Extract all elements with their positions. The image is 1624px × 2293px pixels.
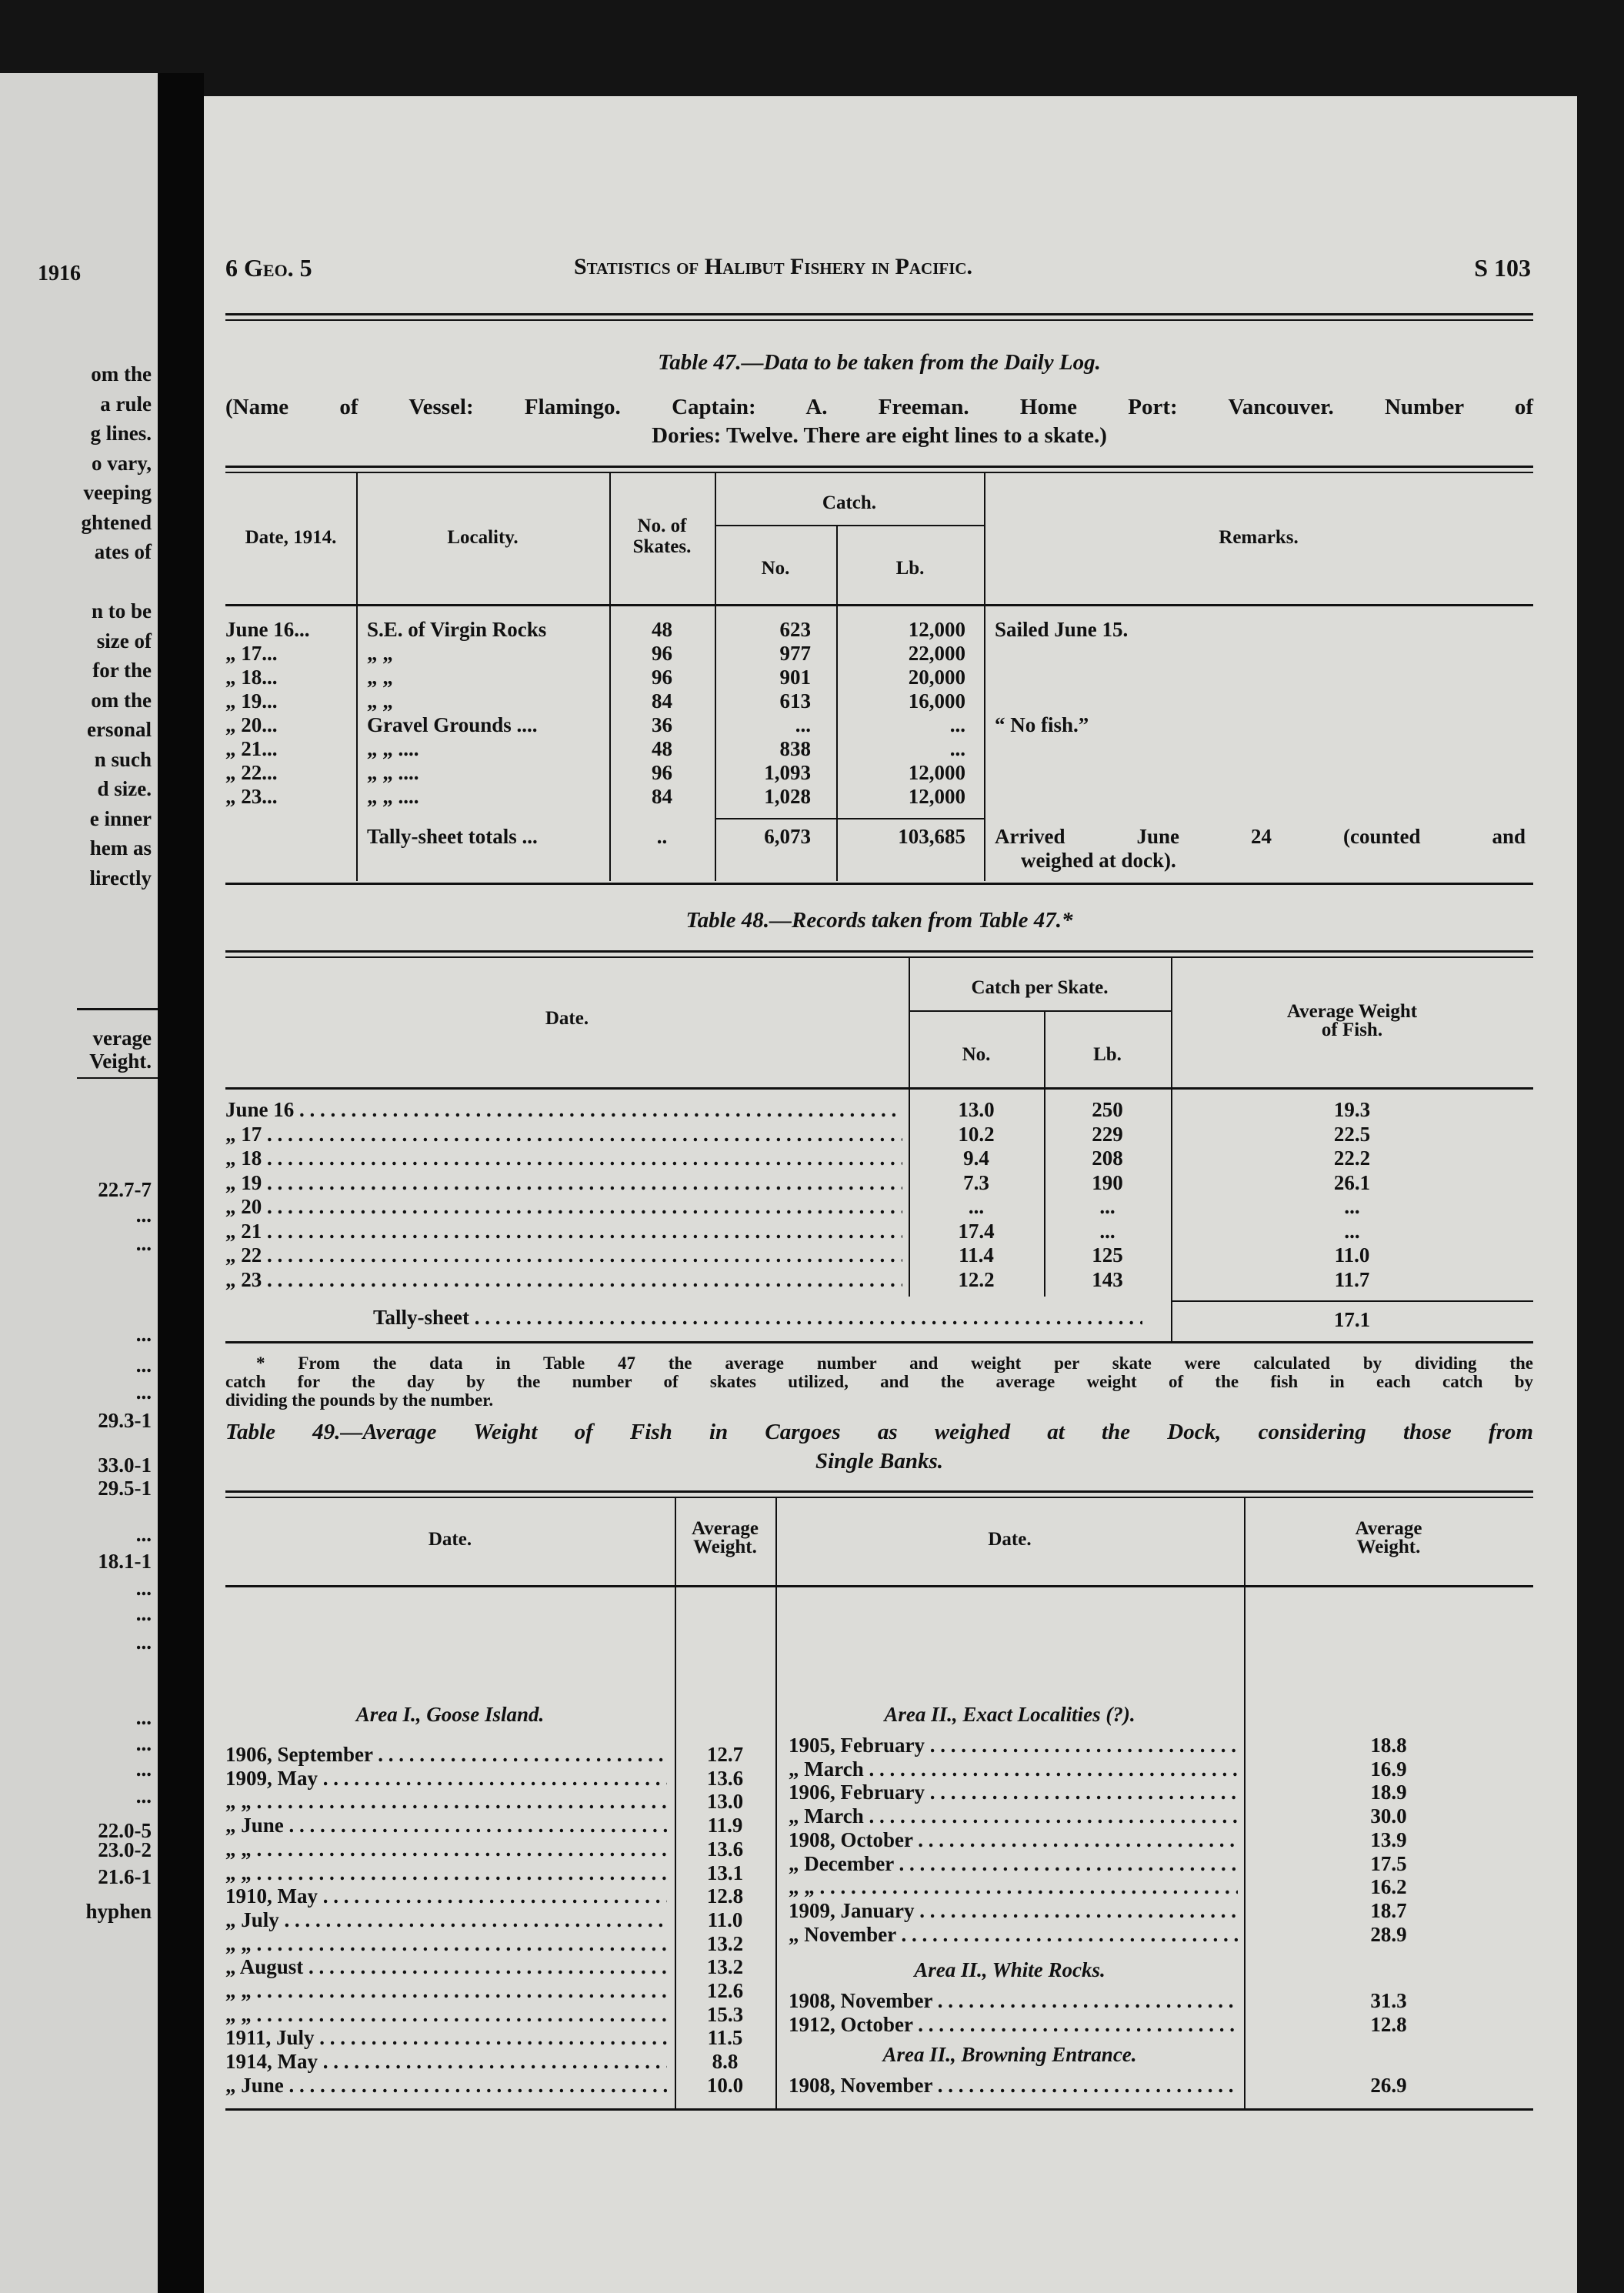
- t47-row-skates: 48: [652, 737, 672, 760]
- t47-row-date: „ 18...: [225, 666, 278, 689]
- t49-row-avg: 26.9: [1370, 2074, 1407, 2097]
- prev-fragment: g lines.: [90, 422, 152, 445]
- t49-row-avg: 11.9: [707, 1814, 743, 1837]
- t49-row-date-text: „ March: [789, 1804, 864, 1828]
- t49-row-date-text: 1905, February: [789, 1734, 925, 1757]
- prev-value: 21.6-1: [98, 1865, 152, 1888]
- t49-row-date: [225, 1979, 667, 2003]
- t49-row-avg: 12.8: [706, 1884, 744, 1908]
- t49-row-date: [789, 1804, 1238, 1828]
- t47-totals-no: 6,073: [764, 825, 811, 848]
- t48-row-lb: 190: [1092, 1170, 1123, 1194]
- table47-info-line1: (Name of Vessel: Flamingo. Captain: A. Freeman. Home Port: Vancouver. Number of: [225, 395, 1533, 419]
- t48-row-lb: 143: [1092, 1267, 1123, 1291]
- t47-row-lb: 12,000: [908, 761, 965, 784]
- prev-value: ...: [135, 1203, 152, 1227]
- prev-fragment: size of: [96, 629, 152, 653]
- t49-row-date-text: „ „: [225, 1837, 252, 1861]
- t47-header-locality: Locality.: [447, 527, 519, 548]
- t48-row-lb: 250: [1092, 1098, 1123, 1121]
- t49-row-date-text: 1914, May: [225, 2050, 318, 2074]
- prev-value: 18.1-1: [98, 1550, 152, 1573]
- t47-totals-label: Tally-sheet totals ...: [367, 825, 538, 848]
- t49-area-white-rocks: Area II., White Rocks.: [914, 1958, 1105, 1981]
- prev-value: ...: [135, 1706, 152, 1729]
- t49-row-date: [789, 1828, 1238, 1852]
- t47-row-date: „ 17...: [225, 642, 278, 665]
- t49-row-date-text: „ „: [225, 1931, 252, 1955]
- t48-header-catch-per-skate: Catch per Skate.: [971, 977, 1109, 998]
- previous-page-strip: [0, 73, 158, 2293]
- prev-fragment: e inner: [89, 806, 152, 830]
- t48-tally-label: Tally-sheet . . .: [373, 1306, 1142, 1330]
- t49-row-date: [789, 1875, 1238, 1899]
- prev-value: ...: [135, 1232, 152, 1255]
- t47-row-date: „ 22...: [225, 761, 278, 784]
- t49-area-browning-entrance: Area II., Browning Entrance.: [882, 2043, 1137, 2066]
- prev-fragment: hem as: [89, 836, 152, 859]
- t49-row-date: [225, 2026, 667, 2050]
- t49-row-date-text: „ December: [789, 1851, 894, 1875]
- t49-row-date: [225, 1814, 667, 1837]
- t49-row-avg: 10.0: [706, 2073, 744, 2097]
- t49-row-date: [789, 1781, 1238, 1804]
- t49-row-date: [225, 1932, 667, 1956]
- t48-row-no: 10.2: [958, 1122, 995, 1146]
- t49-row-avg: 11.5: [707, 2026, 743, 2050]
- t49-row-avg: 13.2: [706, 1931, 744, 1955]
- t48-row-date: [225, 1123, 902, 1146]
- t47-header-no: No.: [761, 558, 790, 579]
- t49-row-avg: 8.8: [712, 2050, 739, 2074]
- t48-row-avg: ...: [1344, 1195, 1360, 1218]
- t47-row-locality: „ „: [367, 689, 393, 713]
- t49-row-avg: 12.6: [706, 1979, 744, 2002]
- t48-row-date-text: „ 17: [225, 1122, 262, 1146]
- t47-totals-remarks-1: Arrived June 24 (counted and: [995, 825, 1526, 848]
- t47-row-skates: 96: [652, 642, 672, 665]
- t47-row-skates: 96: [652, 666, 672, 689]
- table47-info-line2: Dories: Twelve. There are eight lines to a skate.): [652, 423, 1107, 448]
- t48-row-no: 12.2: [958, 1267, 995, 1291]
- t47-row-skates: 84: [652, 689, 672, 713]
- prev-page-footer: hyphen: [85, 1900, 152, 1923]
- t48-row-date: [225, 1146, 902, 1170]
- t49-row-avg: 18.9: [1370, 1781, 1407, 1804]
- t47-row-locality: „ „ ....: [367, 761, 419, 784]
- t47-header-lb: Lb.: [895, 558, 925, 579]
- prev-fragment: n to be: [91, 599, 152, 622]
- prev-value: ...: [135, 1323, 152, 1346]
- t48-row-lb: 208: [1092, 1146, 1123, 1170]
- table49-caption-2: Single Banks.: [815, 1449, 943, 1474]
- prev-fragment: veeping: [83, 481, 152, 504]
- t49-row-date-text: „ „: [225, 1861, 252, 1884]
- t47-row-lb: ...: [949, 713, 965, 736]
- book-gutter: [158, 73, 204, 2293]
- t49-row-date-text: 1912, October: [789, 2012, 913, 2036]
- prev-fragment: ates of: [94, 540, 152, 563]
- t47-row-lb: 16,000: [908, 689, 965, 713]
- t49-row-date-text: „ June: [225, 2073, 284, 2097]
- prev-col-header-2: Veight.: [89, 1050, 152, 1073]
- table48-footnote: [225, 1354, 1533, 1410]
- t49-header-avg-right-1: Average: [1355, 1518, 1422, 1539]
- t47-row-no: 623: [779, 618, 811, 641]
- t49-row-avg: 13.2: [706, 1955, 744, 1979]
- t49-row-date-text: 1909, May: [225, 1766, 318, 1790]
- t48-row-date: [225, 1195, 902, 1219]
- prev-page-year: 1916: [38, 262, 81, 285]
- t47-row-lb: 20,000: [908, 666, 965, 689]
- t48-row-date-text: „ 22: [225, 1243, 262, 1267]
- t48-row-lb: 229: [1092, 1122, 1123, 1146]
- t48-row-no: 11.4: [959, 1243, 994, 1267]
- t47-row-skates: 84: [652, 785, 672, 808]
- t49-row-date-text: „ March: [789, 1757, 864, 1781]
- t48-row-no: 13.0: [958, 1098, 995, 1121]
- t49-row-date: [789, 1923, 1238, 1947]
- t48-header-lb: Lb.: [1093, 1044, 1122, 1065]
- t49-row-date: [789, 2013, 1238, 2037]
- footnote-line-1: * From the data in Table 47 the average number and weight per skate were calculated by dividing the: [256, 1353, 1533, 1373]
- t47-row-locality: „ „: [367, 666, 393, 689]
- t49-row-date: [225, 1908, 667, 1932]
- t49-row-date: [225, 1743, 667, 1767]
- t47-row-no: 613: [779, 689, 811, 713]
- t47-header-catch: Catch.: [822, 492, 877, 513]
- t48-header-no: No.: [962, 1044, 991, 1065]
- header-right: S 103: [1474, 254, 1531, 282]
- t47-row-locality: Gravel Grounds ....: [367, 713, 538, 736]
- t48-row-date-text: „ 19: [225, 1170, 262, 1194]
- t48-row-no: 7.3: [963, 1170, 989, 1194]
- t49-row-date: [225, 1837, 667, 1861]
- prev-value: ...: [135, 1757, 152, 1781]
- t47-row-locality: „ „ ....: [367, 737, 419, 760]
- t47-row-locality: „ „: [367, 642, 393, 665]
- t47-row-remarks: “ No fish.”: [995, 713, 1089, 736]
- t47-row-skates: 36: [652, 713, 672, 736]
- t48-row-date-text: „ 21: [225, 1219, 262, 1243]
- t49-row-date-text: 1909, January: [789, 1898, 915, 1922]
- prev-col-header-1: verage: [92, 1026, 152, 1050]
- t47-row-no: 977: [779, 642, 811, 665]
- t49-header-avg-left-1: Average: [692, 1518, 759, 1539]
- t47-row-skates: 96: [652, 761, 672, 784]
- t48-row-date: [225, 1268, 902, 1292]
- t48-row-lb: ...: [1099, 1219, 1115, 1243]
- t47-row-no: 1,028: [764, 785, 811, 808]
- t47-header-remarks: Remarks.: [1219, 527, 1299, 548]
- t48-tally-avg: 17.1: [1333, 1308, 1371, 1331]
- prev-value: ...: [135, 1784, 152, 1807]
- t48-row-avg: 22.5: [1333, 1122, 1371, 1146]
- t49-row-date: [225, 1884, 667, 1908]
- t49-row-date: [789, 1899, 1238, 1923]
- prev-value: ...: [135, 1577, 152, 1600]
- t49-row-date-text: 1908, October: [789, 1827, 913, 1851]
- t49-row-date-text: 1906, September: [225, 1743, 373, 1766]
- t49-row-date-text: „ „: [789, 1875, 815, 1899]
- t48-header-avg-1: Average Weight: [1286, 1001, 1418, 1022]
- t49-row-date-text: 1906, February: [789, 1781, 925, 1804]
- t49-row-date-text: „ „: [225, 2002, 252, 2026]
- t47-row-date: „ 21...: [225, 737, 278, 760]
- t48-row-date-text: „ 23: [225, 1267, 262, 1291]
- t49-row-avg: 18.8: [1370, 1734, 1407, 1757]
- t49-row-avg: 30.0: [1370, 1804, 1407, 1828]
- t48-row-date: [225, 1243, 902, 1267]
- prev-value: ...: [135, 1630, 152, 1654]
- prev-value: ...: [135, 1380, 152, 1404]
- t49-row-avg: 18.7: [1370, 1898, 1407, 1922]
- t48-row-no: 17.4: [958, 1219, 995, 1243]
- t49-row-date: [789, 1734, 1238, 1757]
- prev-fragment: om the: [91, 362, 152, 386]
- t47-row-date: June 16...: [225, 618, 310, 641]
- t47-row-no: 1,093: [764, 761, 811, 784]
- prev-fragment: d size.: [97, 777, 152, 800]
- header-left: 6 Geo. 5: [225, 254, 312, 282]
- prev-fragment: n such: [94, 747, 152, 771]
- prev-value: 22.0-5: [98, 1819, 152, 1842]
- t49-row-date-text: „ November: [789, 1922, 896, 1946]
- t49-row-avg: 16.9: [1370, 1757, 1407, 1781]
- t48-header-avg-2: of Fish.: [1321, 1020, 1383, 1040]
- t49-row-date: [789, 1989, 1238, 2013]
- t48-row-date-text: „ 20: [225, 1195, 262, 1218]
- t49-row-avg: 13.9: [1370, 1827, 1407, 1851]
- prev-value: ...: [135, 1602, 152, 1625]
- t47-row-lb: 22,000: [908, 642, 965, 665]
- t49-row-date-text: „ June: [225, 1814, 284, 1837]
- t47-header-skates-1: No. of: [637, 516, 687, 536]
- t49-row-avg: 28.9: [1370, 1922, 1407, 1946]
- prev-fragment: om the: [91, 688, 152, 712]
- t48-row-date-text: June 16: [225, 1098, 295, 1121]
- t49-row-date: [225, 1861, 667, 1885]
- t49-row-date: [225, 1955, 667, 1979]
- t49-row-date-text: 1910, May: [225, 1884, 318, 1908]
- t49-row-date-text: 1908, November: [789, 2074, 932, 2097]
- t47-row-no: 838: [779, 737, 811, 760]
- t49-row-avg: 16.2: [1370, 1875, 1407, 1899]
- t49-row-avg: 12.7: [706, 1743, 744, 1766]
- t47-row-lb: ...: [949, 737, 965, 760]
- t49-area-exact-localities: Area II., Exact Localities (?).: [884, 1703, 1135, 1726]
- prev-value: 33.0-1: [98, 1454, 152, 1477]
- t47-row-date: „ 23...: [225, 785, 278, 808]
- t49-row-date-text: „ „: [225, 1790, 252, 1814]
- table49-caption-1: Table 49.—Average Weight of Fish in Cargoes as weighed at the Dock, considering those from: [225, 1420, 1533, 1444]
- t47-row-skates: 48: [652, 618, 672, 641]
- table48-caption: Table 48.—Records taken from Table 47.*: [685, 908, 1073, 933]
- t48-header-date: Date.: [545, 1008, 589, 1029]
- t49-row-avg: 13.0: [706, 1790, 744, 1814]
- t48-row-date: [225, 1171, 902, 1195]
- t48-row-no: ...: [968, 1195, 985, 1218]
- t49-row-date-text: 1908, November: [789, 1989, 932, 2012]
- prev-value: 23.0-2: [98, 1838, 152, 1861]
- t49-row-avg: 12.8: [1370, 2012, 1407, 2036]
- prev-fragment: a rule: [100, 392, 152, 416]
- t47-totals-lb: 103,685: [898, 825, 965, 848]
- table47-caption: Table 47.—Data to be taken from the Daily Log.: [658, 350, 1101, 375]
- t49-row-date-text: „ August: [225, 1955, 304, 1979]
- t47-row-remarks: Sailed June 15.: [995, 618, 1129, 641]
- t48-row-lb: ...: [1099, 1195, 1115, 1218]
- prev-fragment: o vary,: [92, 451, 152, 475]
- t49-row-date-text: „ July: [225, 1907, 279, 1931]
- t48-row-avg: 26.1: [1333, 1170, 1371, 1194]
- t47-row-locality: „ „ ....: [367, 785, 419, 808]
- t49-row-avg: 31.3: [1370, 1989, 1407, 2012]
- prev-fragment: ersonal: [87, 718, 152, 741]
- prev-value: ...: [135, 1353, 152, 1377]
- t49-row-date: [789, 2074, 1238, 2098]
- prev-fragment: ghtened: [81, 510, 152, 534]
- t47-totals-skates: ..: [656, 825, 668, 848]
- t47-row-locality: S.E. of Virgin Rocks: [367, 618, 547, 641]
- t47-totals-remarks-2: weighed at dock).: [1021, 849, 1176, 872]
- header-title: Statistics of Halibut Fishery in Pacific.: [573, 254, 973, 279]
- t47-row-date: „ 19...: [225, 689, 278, 713]
- t49-row-avg: 13.6: [706, 1766, 744, 1790]
- t48-row-lb: 125: [1092, 1243, 1123, 1267]
- prev-value: ...: [135, 1523, 152, 1546]
- t47-header-date: Date, 1914.: [245, 527, 337, 548]
- prev-value: ...: [135, 1732, 152, 1755]
- t49-row-avg: 17.5: [1370, 1851, 1407, 1875]
- prev-fragment: lirectly: [89, 866, 152, 889]
- t49-header-date-right: Date.: [988, 1529, 1032, 1550]
- t49-row-date: [789, 1852, 1238, 1876]
- t49-row-avg: 13.6: [706, 1837, 744, 1861]
- t47-header-skates-2: Skates.: [632, 536, 692, 557]
- t49-row-avg: 15.3: [706, 2002, 744, 2026]
- footnote-line-2: catch for the day by the number of skates utilized, and the average weight of the fish in each catch by: [225, 1372, 1533, 1391]
- t49-row-date: [789, 1757, 1238, 1781]
- t47-row-lb: 12,000: [908, 785, 965, 808]
- prev-value: 22.7-7: [98, 1178, 152, 1201]
- t49-row-date: [225, 2074, 667, 2098]
- t47-row-lb: 12,000: [908, 618, 965, 641]
- t49-row-date-text: „ „: [225, 1979, 252, 2002]
- t49-area-goose-island: Area I., Goose Island.: [355, 1703, 545, 1726]
- t47-row-no: ...: [795, 713, 811, 736]
- t48-row-avg: ...: [1344, 1219, 1360, 1243]
- page: [204, 96, 1577, 2293]
- t49-row-date: [225, 1767, 667, 1791]
- t49-header-avg-right-2: Weight.: [1356, 1537, 1421, 1557]
- t48-row-avg: 19.3: [1333, 1098, 1371, 1121]
- prev-value: 29.3-1: [98, 1409, 152, 1432]
- t47-row-no: 901: [779, 666, 811, 689]
- footnote-line-3: dividing the pounds by the number.: [225, 1390, 494, 1410]
- t48-row-date: [225, 1098, 902, 1122]
- t48-row-avg: 11.0: [1334, 1243, 1370, 1267]
- t48-row-date: [225, 1220, 902, 1243]
- t48-row-date-text: „ 18: [225, 1146, 262, 1170]
- t49-header-avg-left-2: Weight.: [693, 1537, 757, 1557]
- t49-row-avg: 13.1: [706, 1861, 744, 1884]
- t48-row-no: 9.4: [963, 1146, 989, 1170]
- prev-fragment: for the: [92, 659, 152, 682]
- t48-row-avg: 11.7: [1334, 1267, 1370, 1291]
- t49-row-date: [225, 1790, 667, 1814]
- t49-row-avg: 11.0: [707, 1907, 743, 1931]
- t49-row-date: [225, 2003, 667, 2027]
- t49-row-date: [225, 2050, 667, 2074]
- t49-row-date-text: 1911, July: [225, 2026, 315, 2050]
- t47-row-date: „ 20...: [225, 713, 278, 736]
- prev-value: 29.5-1: [98, 1477, 152, 1500]
- t48-row-avg: 22.2: [1333, 1146, 1371, 1170]
- t49-header-date-left: Date.: [428, 1529, 472, 1550]
